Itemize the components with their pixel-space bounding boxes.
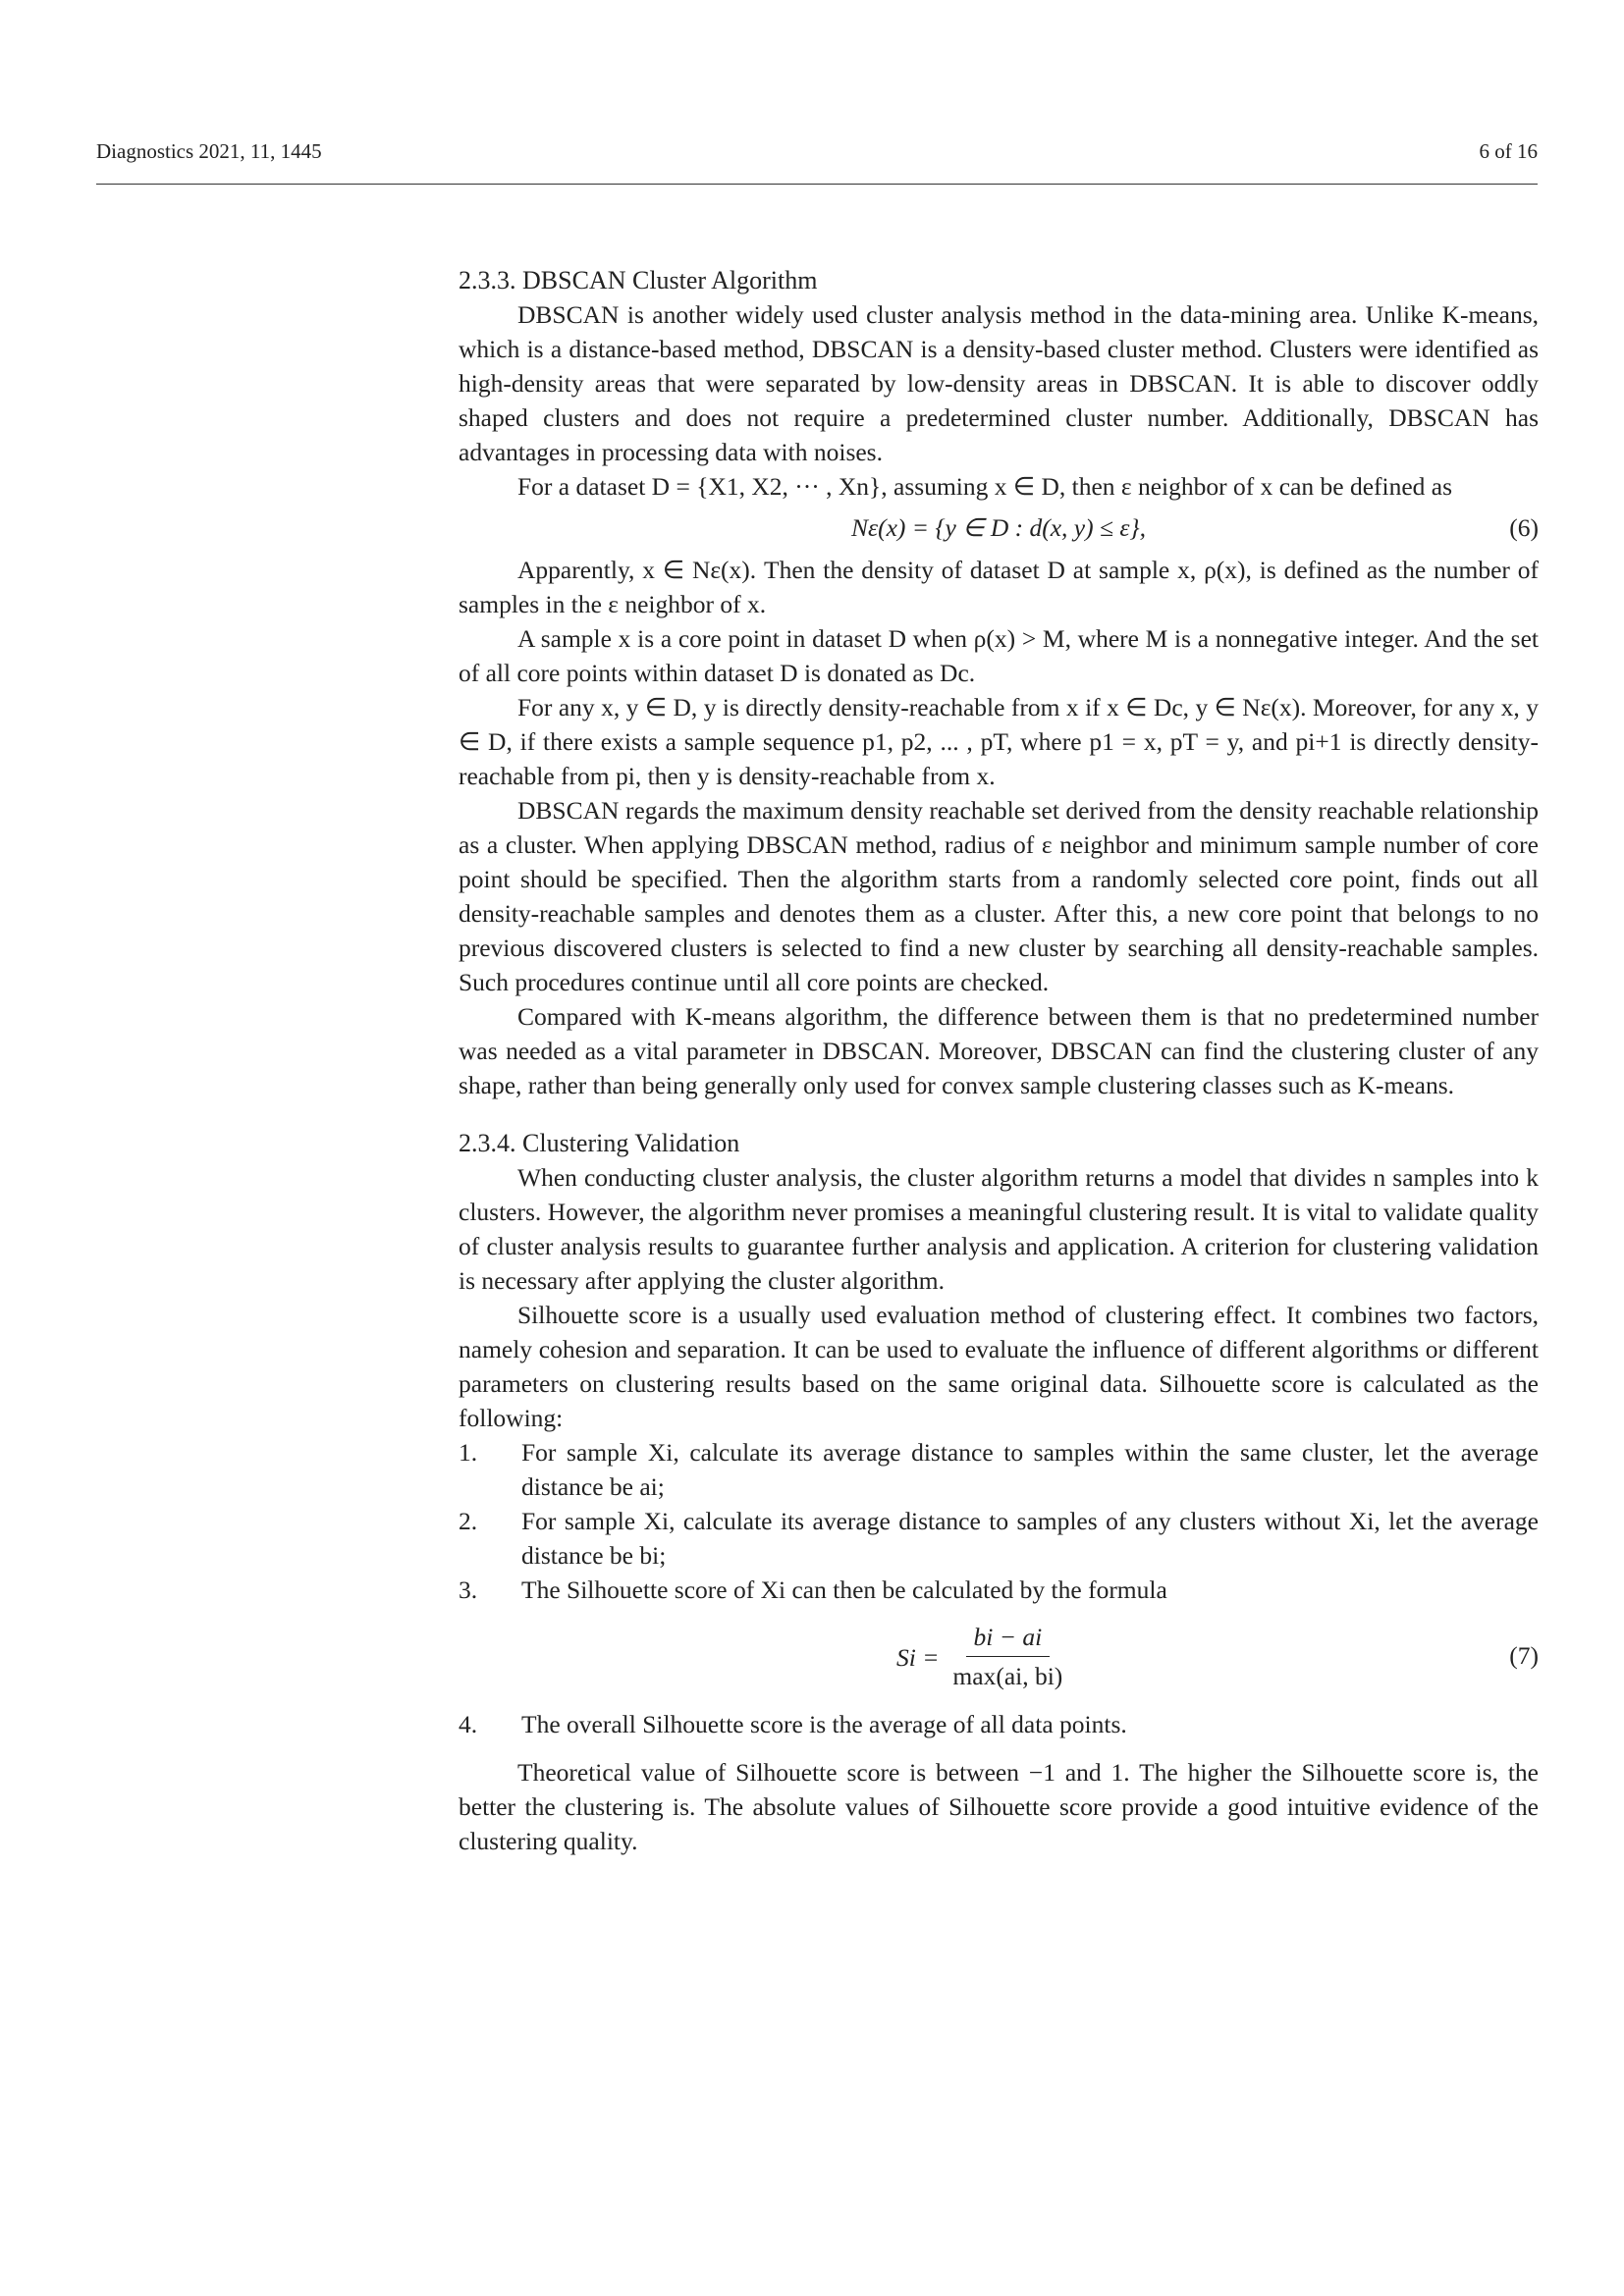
equation-7 bbox=[459, 1615, 1539, 1699]
paragraph: Compared with K-means algorithm, the difference between them is that no predetermined number was needed as a vital parameter in DBSCAN. Moreover, DBSCAN can find the clustering cluster of any shape, rather than being generally only used for convex sample clustering classes such as K-means. bbox=[459, 1002, 1539, 1099]
paragraph: For a dataset D = {X1, X2, ··· , Xn}, assuming x ∈ D, then ε neighbor of x can be defined as bbox=[517, 472, 1453, 501]
equation-number: (6) bbox=[1509, 513, 1539, 542]
paragraph: DBSCAN is another widely used cluster analysis method in the data-mining area. Unlike K-means, which is a distance-based method, DBSCAN is a density-based cluster method. Clusters were identified as high-density areas that were separated by low-density areas in DBSCAN. It is able to discover oddly shaped clusters and does not require a predetermined cluster number. Additionally, DBSCAN has advantages in processing data with noises. bbox=[459, 300, 1539, 466]
list-item: 2. For sample Xi, calculate its average distance to samples of any clusters without Xi, let the average distance be bi; bbox=[459, 1507, 1539, 1570]
equation-lhs: Si = bbox=[896, 1642, 940, 1672]
paragraph: When conducting cluster analysis, the cluster algorithm returns a model that divides n samples into k clusters. However, the algorithm never promises a meaningful clustering result. It is vital to validate quality of cluster analysis results to guarantee further analysis and application. A criterion for clustering validation is necessary after applying the cluster algorithm. bbox=[459, 1163, 1539, 1295]
paragraph: For any x, y ∈ D, y is directly density-reachable from x if x ∈ Dc, y ∈ Nε(x). Moreover, for any x, y ∈ D, if there exists a sample sequence p1, p2, ... , pT, where p1 = x, pT = y, and pi+1 is directly density-reachable from pi, then y is density-reachable from x. bbox=[459, 693, 1539, 790]
page-number: 6 of 16 bbox=[1479, 139, 1538, 163]
section-heading-validation: 2.3.4. Clustering Validation bbox=[459, 1129, 740, 1157]
section-heading-dbscan: 2.3.3. DBSCAN Cluster Algorithm bbox=[459, 266, 818, 294]
list-item: 1. For sample Xi, calculate its average distance to samples within the same cluster, let the average distance be ai; bbox=[459, 1438, 1539, 1501]
numbered-list bbox=[459, 1707, 1539, 1741]
fraction bbox=[952, 1619, 1062, 1696]
main-content bbox=[459, 263, 1539, 1858]
equation-number: (7) bbox=[1509, 1641, 1539, 1670]
equation-6 bbox=[459, 504, 1539, 553]
fraction-denominator: max(ai, bi) bbox=[952, 1661, 1063, 1690]
equation-body: Nε(x) = {y ∈ D : d(x, y) ≤ ε}, bbox=[851, 513, 1146, 542]
fraction-numerator: bi − ai bbox=[966, 1619, 1051, 1657]
numbered-list bbox=[459, 1435, 1539, 1607]
header-rule bbox=[96, 184, 1538, 185]
list-item: 4. The overall Silhouette score is the average of all data points. bbox=[459, 1710, 1127, 1738]
paragraph: Theoretical value of Silhouette score is between −1 and 1. The higher the Silhouette score is, the better the clustering is. The absolute values of Silhouette score provide a good intuitive evidence of the clustering quality. bbox=[459, 1758, 1539, 1855]
paragraph: Apparently, x ∈ Nε(x). Then the density of dataset D at sample x, ρ(x), is defined as the number of samples in the ε neighbor of x. bbox=[459, 556, 1539, 618]
list-item: 3. The Silhouette score of Xi can then be calculated by the formula bbox=[459, 1575, 1167, 1604]
paragraph: Silhouette score is a usually used evaluation method of clustering effect. It combines two factors, namely cohesion and separation. It can be used to evaluate the influence of different algorithms or different parameters on clustering results based on the same original data. Silhouette score is calculated as the following: bbox=[459, 1301, 1539, 1432]
paragraph: DBSCAN regards the maximum density reachable set derived from the density reachable relationship as a cluster. When applying DBSCAN method, radius of ε neighbor and minimum sample number of core point should be specified. Then the algorithm starts from a randomly selected core point, finds out all density-reachable samples and denotes them as a cluster. After this, a new core point that belongs to no previous discovered clusters is selected to find a new cluster by searching all density-reachable samples. Such procedures continue until all core points are checked. bbox=[459, 796, 1539, 996]
journal-citation: Diagnostics 2021, 11, 1445 bbox=[96, 139, 322, 163]
paragraph: A sample x is a core point in dataset D when ρ(x) > M, where M is a nonnegative integer. And the set of all core points within dataset D is donated as Dc. bbox=[459, 624, 1539, 687]
